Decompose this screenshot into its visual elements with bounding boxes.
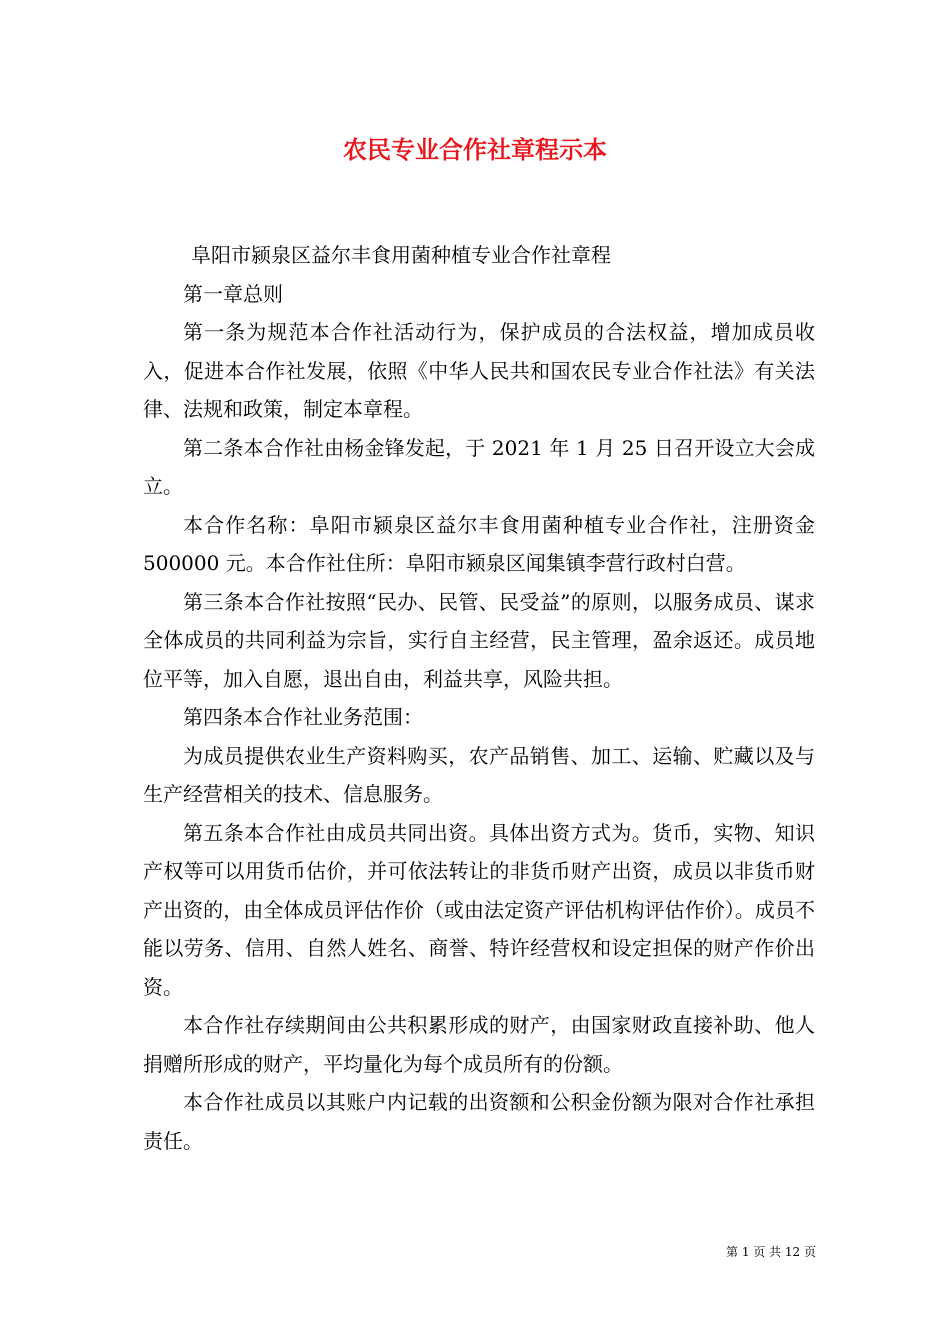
paragraph-article-1: 第一条为规范本合作社活动行为，保护成员的合法权益，增加成员收入，促进本合作社发展，依照《中华人民共和国农民专业合作社法》有关法律、法规和政策，制定本章程。 — [143, 320, 815, 421]
page-number-label: 第 1 页 共 12 页 — [726, 1245, 816, 1259]
document-body — [143, 236, 815, 1160]
paragraph-chapter-heading: 第一章总则 — [183, 281, 283, 306]
paragraph-name-and-address: 本合作名称：阜阳市颍泉区益尔丰食用菌种植专业合作社，注册资金 500000 元。本合作社住所：阜阳市颍泉区闻集镇李营行政村白营。 — [143, 512, 815, 575]
document-title: 农民专业合作社章程示本 — [343, 135, 607, 164]
paragraph-subtitle: 阜阳市颍泉区益尔丰食用菌种植专业合作社章程 — [191, 243, 611, 267]
paragraph-article-3: 第三条本合作社按照“民办、民管、民受益”的原则，以服务成员、谋求全体成员的共同利益为宗旨，实行自主经营，民主管理，盈余返还。成员地位平等，加入自愿，退出自由，利益共享，风险共担。 — [143, 589, 815, 691]
paragraph-member-liability: 本合作社成员以其账户内记载的出资额和公积金份额为限对合作社承担责任。 — [143, 1090, 815, 1153]
paragraph-article-4: 第四条本合作社业务范围： — [183, 705, 423, 729]
paragraph-public-property: 本合作社存续期间由公共积累形成的财产，由国家财政直接补助、他人捐赠所形成的财产，平均量化为每个成员所有的份额。 — [143, 1013, 815, 1076]
paragraph-article-2: 第二条本合作社由杨金锋发起，于 2021 年 1 月 25 日召开设立大会成立。 — [143, 435, 815, 498]
paragraph-business-scope: 为成员提供农业生产资料购买，农产品销售、加工、运输、贮藏以及与生产经营相关的技术、信息服务。 — [143, 743, 815, 806]
paragraph-article-5: 第五条本合作社由成员共同出资。具体出资方式为。货币，实物、知识产权等可以用货币估价，并可依法转让的非货币财产出资，成员以非货币财产出资的，由全体成员评估作价（或由法定资产评估机构评估作价）。成员不能以劳务、信用、自然人姓名、商誉、特许经营权和设定担保的财产作价出资。 — [143, 820, 815, 999]
page-number-footer — [686, 1244, 816, 1260]
